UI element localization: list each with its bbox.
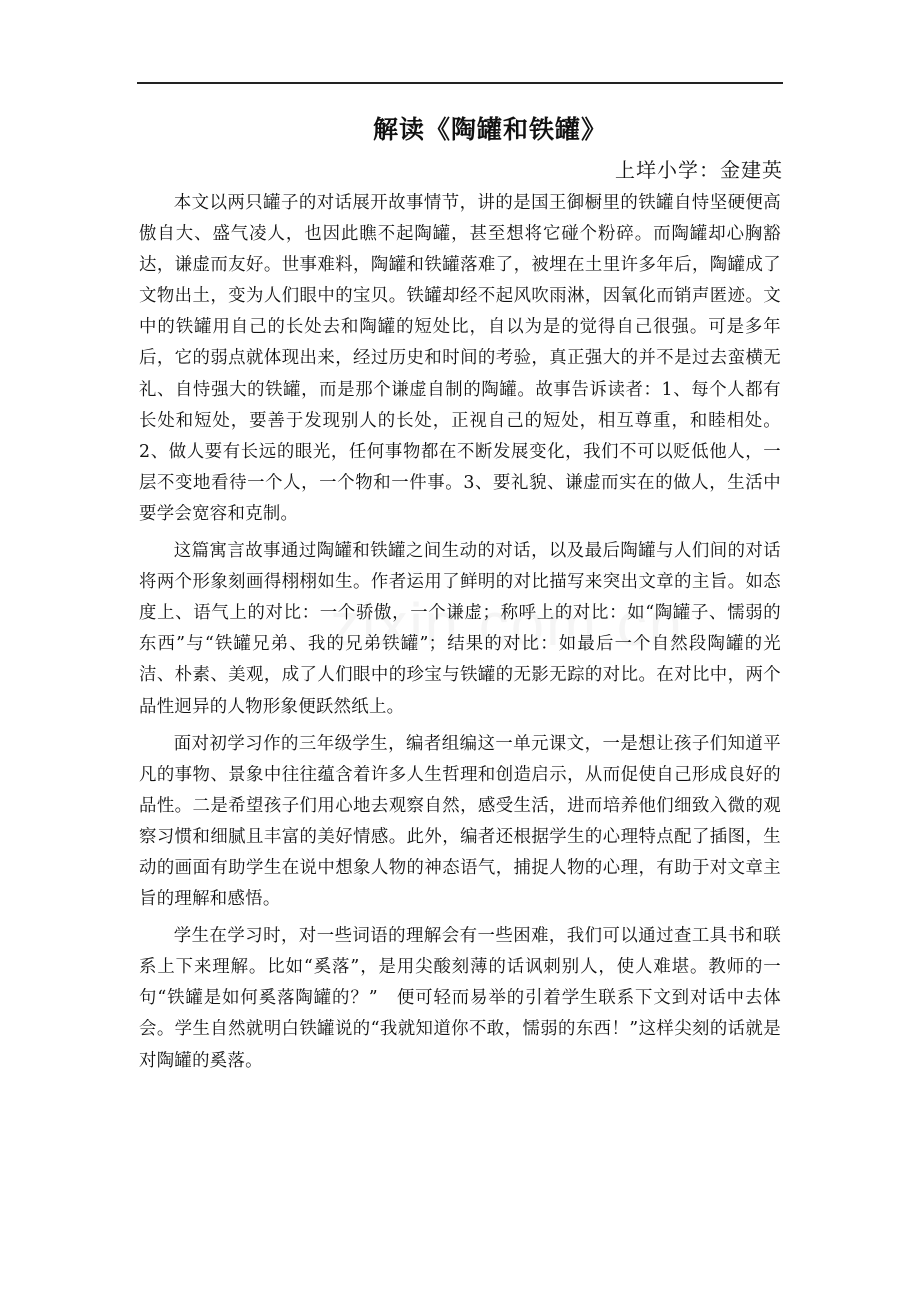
paragraph-2: 这篇寓言故事通过陶罐和铁罐之间生动的对话，以及最后陶罐与人们间的对话将两个形象刻画得栩栩如生。作者运用了鲜明的对比描写来突出文章的主旨。如态度上、语气上的对比：一个骄傲，一个谦虚；称呼上的对比：如“陶罐子、懦弱的东西”与“铁罐兄弟、我的兄弟铁罐”；结果的对比：如最后一个自然段陶罐的光洁、朴素、美观，成了人们眼中的珍宝与铁罐的无影无踪的对比。在对比中，两个品性迥异的人物形象便跃然纸上。: [139, 541, 781, 717]
header-rule: [137, 82, 783, 84]
paragraph-1: 本文以两只罐子的对话展开故事情节，讲的是国王御橱里的铁罐自恃坚硬便高傲自大、盛气凌人，也因此瞧不起陶罐，甚至想将它碰个粉碎。而陶罐却心胸豁达，谦虚而友好。世事难料，陶罐和铁罐落难了，被埋在土里许多年后，陶罐成了文物出土，变为人们眼中的宝贝。铁罐却经不起风吹雨淋，因氧化而销声匿迹。文中的铁罐用自己的长处去和陶罐的短处比，自以为是的觉得自己很强。可是多年后，它的弱点就体现出来，经过历史和时间的考验，真正强大的并不是过去蛮横无礼、自恃强大的铁罐，而是那个谦虚自制的陶罐。故事告诉读者：1、每个人都有长处和短处，要善于发现别人的长处，正视自己的短处，相互尊重，和睦相处。2、做人要有长远的眼光，任何事物都在不断发展变化，我们不可以贬低他人，一层不变地看待一个人，一个物和一件事。3、要礼貌、谦虚而实在的做人，生活中要学会宽容和克制。: [139, 193, 781, 524]
document-title: 解读《陶罐和铁罐》: [372, 115, 607, 144]
paragraph-3: 面对初学习作的三年级学生，编者组编这一单元课文，一是想让孩子们知道平凡的事物、景象中往往蕴含着许多人生哲理和创造启示，从而促使自己形成良好的品性。二是希望孩子们用心地去观察自然，感受生活，进而培养他们细致入微的观察习惯和细腻且丰富的美好情感。此外，编者还根据学生的心理特点配了插图，生动的画面有助学生在说中想象人物的神态语气，捕捉人物的心理，有助于对文章主旨的理解和感悟。: [139, 733, 781, 910]
paragraph-4: 学生在学习时，对一些词语的理解会有一些困难，我们可以通过查工具书和联系上下来理解。比如“奚落”，是用尖酸刻薄的话讽刺别人，使人难堪。教师的一句“铁罐是如何奚落陶罐的？” 便可轻而易举的引着学生联系下文到对话中去体会。学生自然就明白铁罐说的“我就知道你不敢，懦弱的东西！”这样尖刻的话就是对陶罐的奚落。: [139, 926, 781, 1071]
author-line: 上垟小学：金建英: [615, 158, 783, 182]
document-body: [139, 188, 781, 1083]
